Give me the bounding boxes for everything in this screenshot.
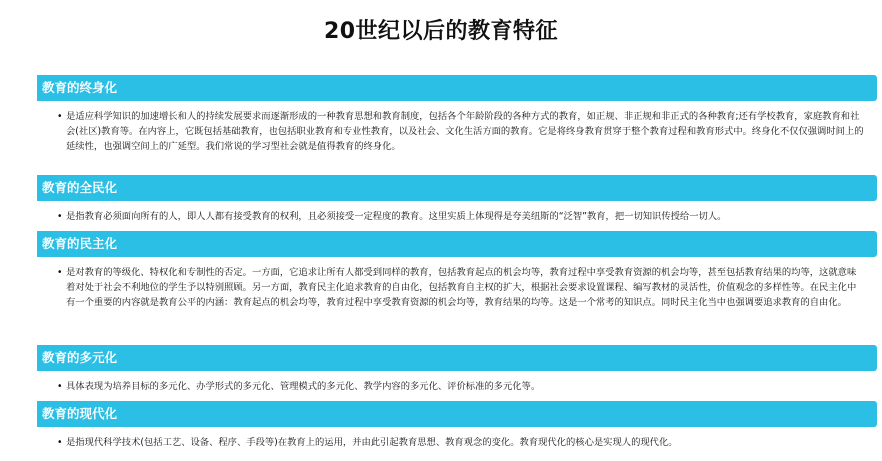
section-heading: 教育的全民化 <box>37 175 877 201</box>
section-democratic <box>37 231 877 310</box>
page-title: 20世纪以后的教育特征 <box>323 19 559 44</box>
bullet-icon: • <box>57 211 63 222</box>
section-heading: 教育的现代化 <box>37 401 877 427</box>
section-heading: 教育的多元化 <box>37 345 877 371</box>
section-heading: 教育的终身化 <box>37 75 877 101</box>
section-body <box>37 435 877 450</box>
section-text: 是对教育的等级化、特权化和专制性的否定。一方面，它追求让所有人都受到同样的教育，包括教育起点的机会均等，教育过程中享受教育资源的机会均等，甚至包括教育结果的均等，这就意味着对处于社会不利地位的学生予以特别照顾。另一方面，教育民主化追求教育的自由化，包括教育自主权的扩大，根据社会要求设置课程、编写教材的灵活性，价值观念的多样性等。在民主化中有一个重要的内容就是教育公平的内涵：教育起点的机会均等，教育过程中享受教育资源的机会均等，教育结果的均等。这是一个常考的知识点。同时民主化当中也强调要追求教育的自由化。 <box>66 267 857 308</box>
section-modernized <box>37 401 877 450</box>
section-text: 具体表现为培养目标的多元化、办学形式的多元化、管理模式的多元化、教学内容的多元化、评价标准的多元化等。 <box>66 381 541 392</box>
bullet-icon: • <box>57 111 63 122</box>
section-text: 是适应科学知识的加速增长和人的持续发展要求而逐渐形成的一种教育思想和教育制度，包括各个年龄阶段的各种方式的教育，如正规、非正规和非正式的各种教育;还有学校教育，家庭教育和社会(社区)教育等。在内容上，它既包括基础教育，也包括职业教育和专业性教育，以及社会、文化生活方面的教育。它是将终身教育贯穿于整个教育过程和教育形式中。终身化不仅仅强调时间上的延续性，也强调空间上的广延型。我们常说的学习型社会就是值得教育的终身化。 <box>66 111 864 152</box>
section-heading: 教育的民主化 <box>37 231 877 257</box>
section-body <box>37 209 877 224</box>
section-lifelong <box>37 75 877 154</box>
bullet-icon: • <box>57 437 63 448</box>
section-text: 是指现代科学技术(包括工艺、设备、程序、手段等)在教育上的运用，并由此引起教育思想、教育观念的变化。教育现代化的核心是实现人的现代化。 <box>66 437 678 448</box>
section-diversified <box>37 345 877 394</box>
bullet-icon: • <box>57 381 63 392</box>
section-body <box>37 109 877 154</box>
section-text: 是指教育必须面向所有的人，即人人都有接受教育的权利，且必须接受一定程度的教育。这里实质上体现得是夸美纽斯的“泛智”教育，把一切知识传授给一切人。 <box>66 211 727 222</box>
bullet-icon: • <box>57 267 63 278</box>
section-body <box>37 265 877 310</box>
section-universal <box>37 175 877 224</box>
section-body <box>37 379 877 394</box>
